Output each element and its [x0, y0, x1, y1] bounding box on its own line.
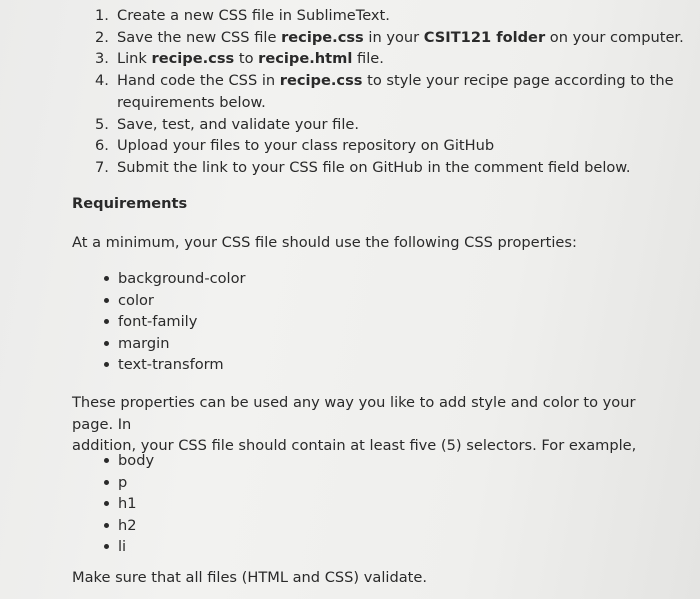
bullet-icon [104, 544, 109, 549]
step-number: 7. [95, 158, 109, 176]
step-bold-text: recipe.css [151, 50, 235, 68]
selector-name: h2 [118, 516, 137, 534]
bullet-icon [104, 341, 109, 346]
step-text: Hand code the CSS in [117, 72, 280, 90]
step-item [95, 114, 684, 136]
list-item [104, 472, 154, 494]
step-text: Create a new CSS file in SublimeText. [117, 7, 390, 24]
step-bold-text: recipe.css [279, 72, 363, 90]
paragraph-line: addition, your CSS file should contain at least five (5) selectors. For example, [72, 437, 637, 454]
step-bold-text: recipe.css [281, 28, 364, 46]
property-name: margin [118, 334, 170, 352]
step-continuation: requirements below. [117, 93, 266, 111]
step-item [95, 70, 684, 113]
list-item [104, 311, 246, 333]
step-item [95, 135, 684, 157]
step-number: 1. [95, 7, 109, 24]
selector-name: p [118, 473, 128, 491]
bullet-icon [104, 458, 109, 463]
step-item [95, 27, 684, 49]
step-number: 2. [95, 28, 109, 46]
bullet-icon [104, 298, 109, 303]
step-number: 5. [95, 115, 109, 133]
step-text: Submit the link to your CSS file on GitHub in the comment field below. [117, 158, 631, 176]
step-text: file. [352, 50, 384, 68]
list-item [104, 515, 154, 537]
bullet-icon [104, 362, 109, 367]
step-number: 3. [95, 50, 109, 68]
step-item [95, 157, 684, 179]
css-selectors-list [104, 450, 154, 558]
selector-name: li [118, 538, 127, 555]
step-text: Link [117, 50, 152, 68]
bullet-icon [104, 319, 109, 324]
property-name: font-family [118, 313, 198, 330]
step-text: on your computer. [545, 28, 684, 46]
property-name: background-color [118, 270, 246, 287]
step-text: Upload your files to your class repository on GitHub [117, 137, 495, 155]
list-item [104, 536, 154, 558]
requirements-intro: At a minimum, your CSS file should use the following CSS properties: [72, 234, 577, 251]
property-name: color [118, 291, 154, 309]
validation-note: Make sure that all files (HTML and CSS) validate. [72, 569, 427, 586]
bullet-icon [104, 276, 109, 281]
selector-name: body [118, 452, 155, 469]
css-properties-list [104, 268, 246, 376]
step-bold-text: CSIT121 folder [423, 28, 546, 46]
selectors-paragraph [72, 392, 672, 457]
step-text: to style your recipe page according to the [362, 72, 674, 90]
list-item [104, 450, 154, 472]
step-number: 6. [95, 137, 109, 155]
list-item [104, 493, 154, 515]
step-item [95, 48, 684, 70]
instruction-steps [95, 5, 684, 179]
list-item [104, 268, 246, 290]
step-bold-text: recipe.html [258, 50, 353, 68]
bullet-icon [104, 480, 109, 485]
bullet-icon [104, 501, 109, 506]
step-number: 4. [95, 72, 109, 90]
requirements-heading: Requirements [72, 195, 188, 212]
step-text: in your [363, 28, 424, 46]
paragraph-line: These properties can be used any way you like to add style and color to your page. In [72, 394, 636, 433]
list-item [104, 354, 246, 376]
step-text: to [234, 50, 259, 68]
selector-name: h1 [118, 495, 137, 512]
step-text: Save, test, and validate your file. [117, 115, 360, 133]
property-name: text-transform [118, 356, 224, 373]
step-item [95, 5, 684, 27]
step-text: Save the new CSS file [117, 28, 282, 46]
bullet-icon [104, 523, 109, 528]
list-item [104, 290, 246, 312]
list-item [104, 333, 246, 355]
